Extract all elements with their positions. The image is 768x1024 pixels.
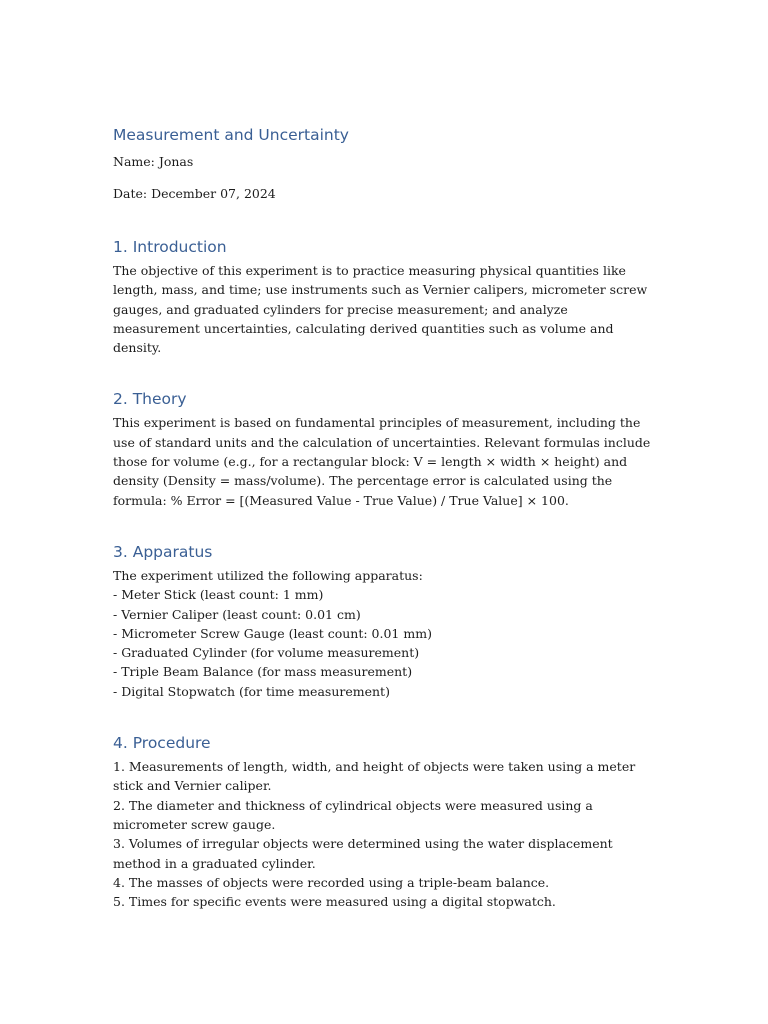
section-procedure <box>113 733 658 911</box>
section-heading: 1. Introduction <box>113 238 227 256</box>
procedure-list <box>113 757 658 911</box>
author-name: Name: Jonas <box>113 154 194 169</box>
section-introduction <box>113 237 658 357</box>
list-item: - Micrometer Screw Gauge (least count: 0.01 mm) <box>113 625 432 641</box>
document-date: Date: December 07, 2024 <box>113 186 276 201</box>
list-item: - Graduated Cylinder (for volume measurement) <box>113 645 420 661</box>
section-heading: 3. Apparatus <box>113 542 213 561</box>
list-item: 4. The masses of objects were recorded using a triple-beam balance. <box>113 874 550 890</box>
list-item: - Triple Beam Balance (for mass measurement) <box>113 664 413 680</box>
apparatus-list <box>113 585 658 701</box>
document-title: Measurement and Uncertainty <box>113 126 349 144</box>
section-heading: 2. Theory <box>113 390 187 409</box>
section-paragraph: This experiment is based on fundamental principles of measurement, including the use of standard units and the calculation of uncertainties. Relevant formulas include those for volume (e.g., for a rectangular block: V = length × width × height) and density (Density = mass/volume). The percentage error is calculated using the formula: % Error = [(Measured Value - True Value) / True Value] × 100. <box>113 415 651 508</box>
list-item: 5. Times for specific events were measured using a digital stopwatch. <box>113 894 556 910</box>
apparatus-intro: The experiment utilized the following apparatus: <box>113 567 423 583</box>
list-item: - Meter Stick (least count: 1 mm) <box>113 587 324 603</box>
section-paragraph: The objective of this experiment is to practice measuring physical quantities like length, mass, and time; use instruments such as Vernier calipers, micrometer screw gauges, and graduated cylinders for precise measurement; and analyze measurement uncertainties, calculating derived quantities such as volume and density. <box>113 263 648 356</box>
list-item: 1. Measurements of length, width, and height of objects were taken using a meter stick and Vernier caliper. <box>113 759 636 794</box>
section-theory <box>113 389 658 509</box>
section-apparatus <box>113 542 658 701</box>
section-heading: 4. Procedure <box>113 734 211 753</box>
list-item: - Digital Stopwatch (for time measurement) <box>113 683 390 699</box>
list-item: 2. The diameter and thickness of cylindrical objects were measured using a micrometer screw gauge. <box>113 797 593 832</box>
list-item: - Vernier Caliper (least count: 0.01 cm) <box>113 606 361 622</box>
list-item: 3. Volumes of irregular objects were determined using the water displacement method in a graduated cylinder. <box>113 836 613 871</box>
